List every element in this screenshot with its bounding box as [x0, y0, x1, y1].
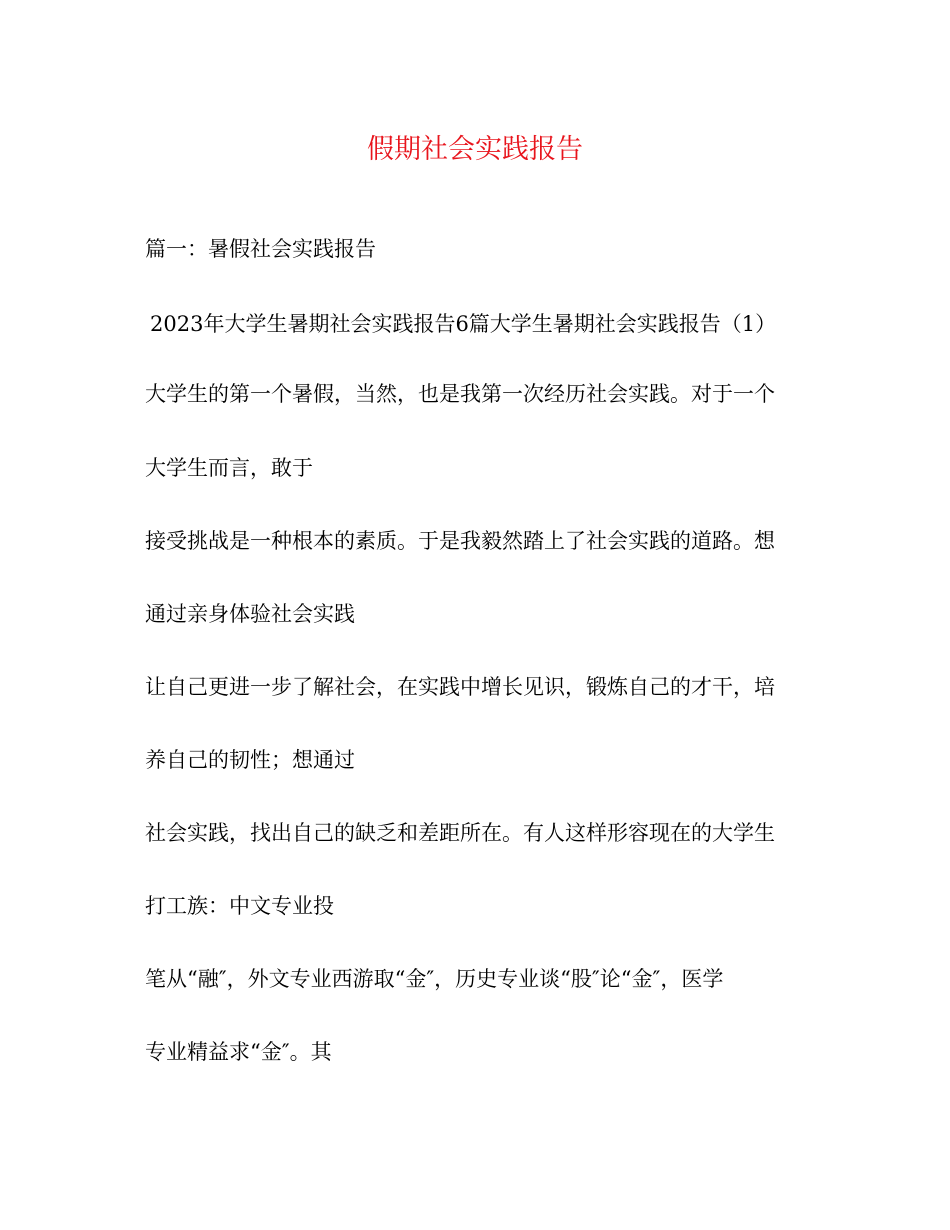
text-line: 接受挑战是一种根本的素质。于是我毅然踏上了社会实践的道路。想 [145, 529, 775, 553]
text-line: 社会实践，找出自己的缺乏和差距所在。有人这样形容现在的大学生 [145, 821, 775, 845]
text-line: 养自己的韧性；想通过 [145, 748, 355, 772]
text-line: 大学生的第一个暑假，当然，也是我第一次经历社会实践。对于一个 [145, 382, 775, 406]
section-heading: 篇一：暑假社会实践报告 [145, 237, 376, 261]
text-line: 打工族：中文专业投 [145, 894, 334, 918]
document-title: 假期社会实践报告 [367, 134, 583, 165]
text-line: 通过亲身体验社会实践 [145, 602, 355, 626]
text-line: 让自己更进一步了解社会，在实践中增长见识，锻炼自己的才干，培 [145, 675, 775, 699]
text-line: 笔从“融″，外文专业西游取“金″，历史专业谈“股″论“金″，医学 [145, 967, 724, 991]
text-line: 大学生而言，敢于 [145, 456, 313, 480]
text-line: 专业精益求“金″。其 [145, 1040, 332, 1064]
text-line: 2023年大学生暑期社会实践报告6篇大学生暑期社会实践报告（1） [150, 312, 777, 336]
